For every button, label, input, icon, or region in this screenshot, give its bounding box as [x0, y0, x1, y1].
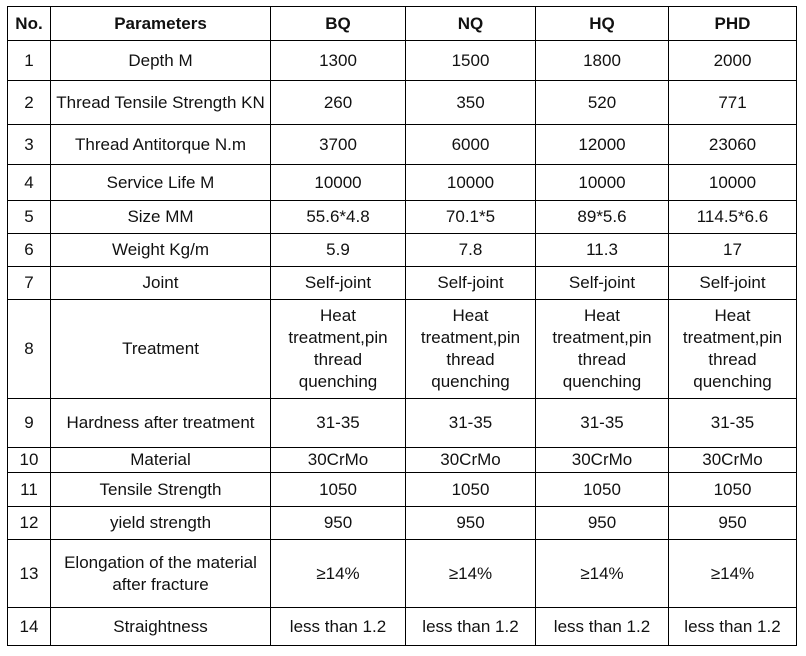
header-parameters: Parameters: [51, 7, 271, 41]
cell-parameter: yield strength: [51, 507, 271, 540]
cell-bq: less than 1.2: [271, 608, 406, 646]
cell-hq: 31-35: [536, 399, 669, 448]
cell-nq: 10000: [406, 165, 536, 201]
cell-parameter: Tensile Strength: [51, 473, 271, 507]
table-row: [8, 473, 797, 507]
cell-nq: 31-35: [406, 399, 536, 448]
cell-bq: 260: [271, 81, 406, 125]
cell-nq: 70.1*5: [406, 201, 536, 234]
cell-no: 4: [8, 165, 51, 201]
cell-phd: ≥14%: [669, 540, 797, 608]
cell-parameter: Straightness: [51, 608, 271, 646]
cell-no: 12: [8, 507, 51, 540]
cell-phd: 31-35: [669, 399, 797, 448]
header-hq: HQ: [536, 7, 669, 41]
cell-bq: ≥14%: [271, 540, 406, 608]
cell-phd: 23060: [669, 125, 797, 165]
cell-parameter: Elongation of the material after fracture: [51, 540, 271, 608]
cell-parameter: Treatment: [51, 300, 271, 399]
header-nq: NQ: [406, 7, 536, 41]
header-phd: PHD: [669, 7, 797, 41]
cell-bq: 1300: [271, 41, 406, 81]
cell-parameter: Weight Kg/m: [51, 234, 271, 267]
cell-nq: Heat treatment,pin thread quenching: [406, 300, 536, 399]
cell-hq: 11.3: [536, 234, 669, 267]
cell-no: 6: [8, 234, 51, 267]
cell-nq: 1500: [406, 41, 536, 81]
cell-phd: 30CrMo: [669, 448, 797, 473]
cell-hq: 1800: [536, 41, 669, 81]
cell-no: 10: [8, 448, 51, 473]
cell-parameter: Service Life M: [51, 165, 271, 201]
cell-bq: 30CrMo: [271, 448, 406, 473]
cell-nq: less than 1.2: [406, 608, 536, 646]
cell-hq: ≥14%: [536, 540, 669, 608]
cell-phd: 114.5*6.6: [669, 201, 797, 234]
cell-phd: 771: [669, 81, 797, 125]
cell-nq: 350: [406, 81, 536, 125]
cell-bq: 3700: [271, 125, 406, 165]
cell-hq: 950: [536, 507, 669, 540]
table-row: [8, 448, 797, 473]
cell-hq: 520: [536, 81, 669, 125]
cell-bq: 5.9: [271, 234, 406, 267]
cell-parameter: Thread Tensile Strength KN: [51, 81, 271, 125]
cell-bq: Heat treatment,pin thread quenching: [271, 300, 406, 399]
cell-parameter: Depth M: [51, 41, 271, 81]
cell-parameter: Hardness after treatment: [51, 399, 271, 448]
cell-no: 2: [8, 81, 51, 125]
table-row: [8, 165, 797, 201]
cell-phd: 1050: [669, 473, 797, 507]
table-row: [8, 125, 797, 165]
cell-phd: Heat treatment,pin thread quenching: [669, 300, 797, 399]
cell-hq: 1050: [536, 473, 669, 507]
cell-nq: ≥14%: [406, 540, 536, 608]
cell-parameter: Material: [51, 448, 271, 473]
table-row: [8, 267, 797, 300]
table-row: [8, 81, 797, 125]
cell-nq: 1050: [406, 473, 536, 507]
cell-no: 5: [8, 201, 51, 234]
cell-hq: 89*5.6: [536, 201, 669, 234]
cell-hq: 30CrMo: [536, 448, 669, 473]
cell-bq: 55.6*4.8: [271, 201, 406, 234]
cell-phd: 950: [669, 507, 797, 540]
header-row: [8, 7, 797, 41]
cell-no: 9: [8, 399, 51, 448]
cell-bq: 31-35: [271, 399, 406, 448]
cell-bq: 10000: [271, 165, 406, 201]
table-row: [8, 201, 797, 234]
cell-parameter: Thread Antitorque N.m: [51, 125, 271, 165]
cell-no: 3: [8, 125, 51, 165]
cell-hq: 10000: [536, 165, 669, 201]
cell-phd: 17: [669, 234, 797, 267]
cell-phd: 10000: [669, 165, 797, 201]
cell-hq: less than 1.2: [536, 608, 669, 646]
cell-hq: 12000: [536, 125, 669, 165]
header-bq: BQ: [271, 7, 406, 41]
cell-nq: 6000: [406, 125, 536, 165]
cell-phd: Self-joint: [669, 267, 797, 300]
table-row: [8, 41, 797, 81]
cell-no: 1: [8, 41, 51, 81]
cell-nq: 30CrMo: [406, 448, 536, 473]
cell-parameter: Size MM: [51, 201, 271, 234]
cell-bq: 1050: [271, 473, 406, 507]
table-row: [8, 399, 797, 448]
cell-hq: Heat treatment,pin thread quenching: [536, 300, 669, 399]
header-no: No.: [8, 7, 51, 41]
cell-bq: Self-joint: [271, 267, 406, 300]
cell-no: 7: [8, 267, 51, 300]
drill-rod-spec-table: [7, 6, 797, 646]
cell-nq: 950: [406, 507, 536, 540]
table-row: [8, 234, 797, 267]
cell-no: 14: [8, 608, 51, 646]
cell-no: 11: [8, 473, 51, 507]
cell-parameter: Joint: [51, 267, 271, 300]
cell-phd: less than 1.2: [669, 608, 797, 646]
cell-bq: 950: [271, 507, 406, 540]
cell-no: 8: [8, 300, 51, 399]
table-row: [8, 608, 797, 646]
cell-hq: Self-joint: [536, 267, 669, 300]
table-row: [8, 507, 797, 540]
table-row: [8, 300, 797, 399]
cell-no: 13: [8, 540, 51, 608]
cell-nq: 7.8: [406, 234, 536, 267]
table-row: [8, 540, 797, 608]
cell-phd: 2000: [669, 41, 797, 81]
cell-nq: Self-joint: [406, 267, 536, 300]
